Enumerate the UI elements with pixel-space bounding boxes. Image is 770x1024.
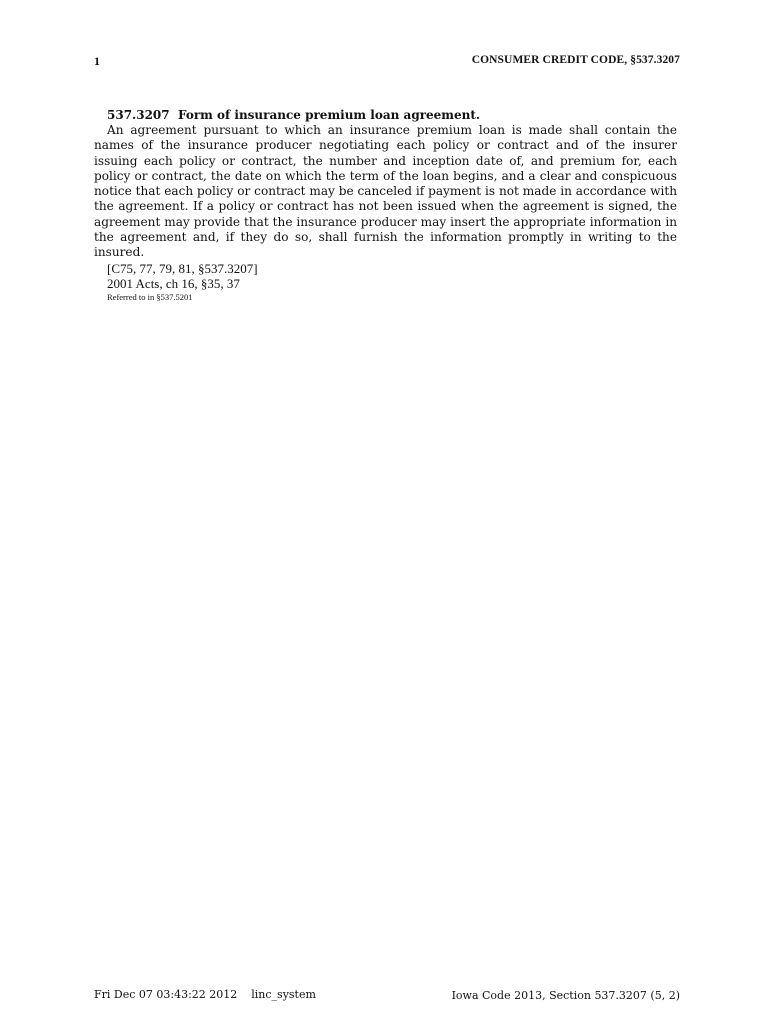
history-line: 2001 Acts, ch 16, §35, 37 — [107, 275, 240, 291]
code-section — [94, 108, 677, 303]
running-head: CONSUMER CREDIT CODE, §537.3207 — [471, 54, 680, 66]
section-body: An agreement pursuant to which an insurance premium loan is made shall contain the names of the insurance producer negotiating each policy or contract and of the insurer issuing each policy or contract, the number and inception date of, and premium for, each policy or contract, the date on which the term of the loan begins, and a clear and conspicuous notice that each policy or contract may be canceled if payment is not made in accordance with the agreement. If a policy or contract has not been issued when the agreement is signed, the agreement may provide that the insurance producer may insert the appropriate information in the agreement and, if they do so, shall furnish the information promptly in writing to the insured. — [94, 123, 677, 260]
page-number: 1 — [94, 54, 100, 68]
footer-timestamp: Fri Dec 07 03:43:22 2012 linc_system — [94, 988, 316, 1001]
history-line: [C75, 77, 79, 81, §537.3207] — [107, 260, 258, 276]
section-heading: 537.3207 Form of insurance premium loan agreement. — [107, 108, 481, 122]
footer-citation: Iowa Code 2013, Section 537.3207 (5, 2) — [451, 989, 680, 1002]
cross-reference: Referred to in §537.5201 — [107, 291, 193, 302]
